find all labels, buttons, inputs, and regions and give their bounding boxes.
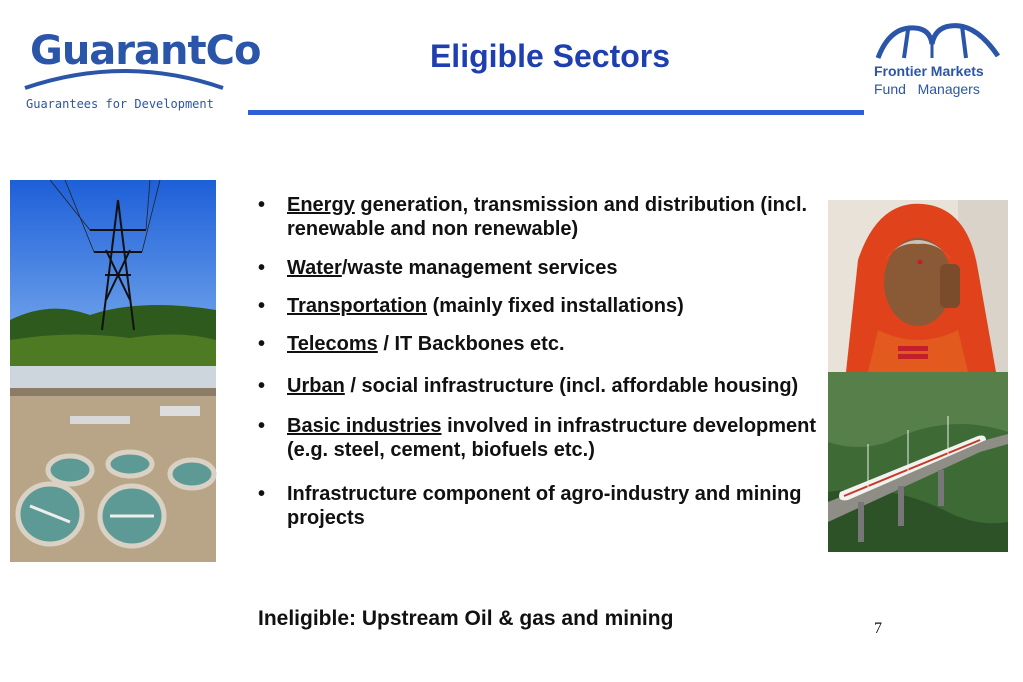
guarantco-logo-name: GuarantCo <box>30 28 261 74</box>
bullet-dot: • <box>258 257 266 279</box>
sector-agro-mining <box>258 482 828 530</box>
sector-keyword: Water <box>287 257 342 279</box>
sector-telecoms <box>258 332 828 356</box>
sector-description: Infrastructure component of agro-industry and mining projects <box>287 483 813 529</box>
sector-description: /waste management services <box>341 257 618 279</box>
bullet-dot: • <box>258 375 266 397</box>
high-speed-train-photo <box>828 372 1008 552</box>
bullet-dot: • <box>258 295 266 317</box>
sector-description: / social infrastructure (incl. affordable housing) <box>344 375 799 397</box>
bullet-dot: • <box>258 333 266 355</box>
sector-keyword: Urban <box>287 375 345 397</box>
sector-description: (mainly fixed installations) <box>427 295 684 317</box>
page-number: 7 <box>874 620 882 637</box>
sector-keyword: Transportation <box>287 295 428 317</box>
frontier-logo-line2: Fund Managers <box>874 81 980 97</box>
power-pylon-photo <box>10 180 216 366</box>
sector-urban <box>258 374 828 398</box>
sector-description: involved in infrastructure development (e.g. steel, cement, biofuels etc.) <box>287 415 817 461</box>
sector-energy <box>258 193 828 241</box>
sector-basic-industries <box>258 414 828 462</box>
ineligible-note: Ineligible: Upstream Oil & gas and mining <box>258 607 674 630</box>
bullet-dot: • <box>258 415 266 437</box>
sector-keyword: Basic industries <box>287 415 442 437</box>
eligible-sectors-list <box>258 193 828 530</box>
sector-keyword: Energy <box>287 194 355 216</box>
guarantco-logo-tagline: Guarantees for Development <box>26 97 214 111</box>
frontier-logo-line1: Frontier Markets <box>874 63 984 79</box>
water-treatment-plant-photo <box>10 366 216 562</box>
title-divider <box>248 110 864 115</box>
bullet-dot: • <box>258 194 266 216</box>
sector-description: generation, transmission and distribution (incl. renewable and non renewable) <box>287 194 808 240</box>
sector-description: / IT Backbones etc. <box>377 333 565 355</box>
sector-water <box>258 256 828 280</box>
woman-phone-photo <box>828 200 1008 372</box>
frontier-markets-logo <box>870 20 1005 102</box>
sector-transportation <box>258 294 828 318</box>
page-title: Eligible Sectors <box>429 38 671 74</box>
bullet-dot: • <box>258 483 266 505</box>
sector-keyword: Telecoms <box>287 333 378 355</box>
guarantco-logo <box>20 22 261 114</box>
